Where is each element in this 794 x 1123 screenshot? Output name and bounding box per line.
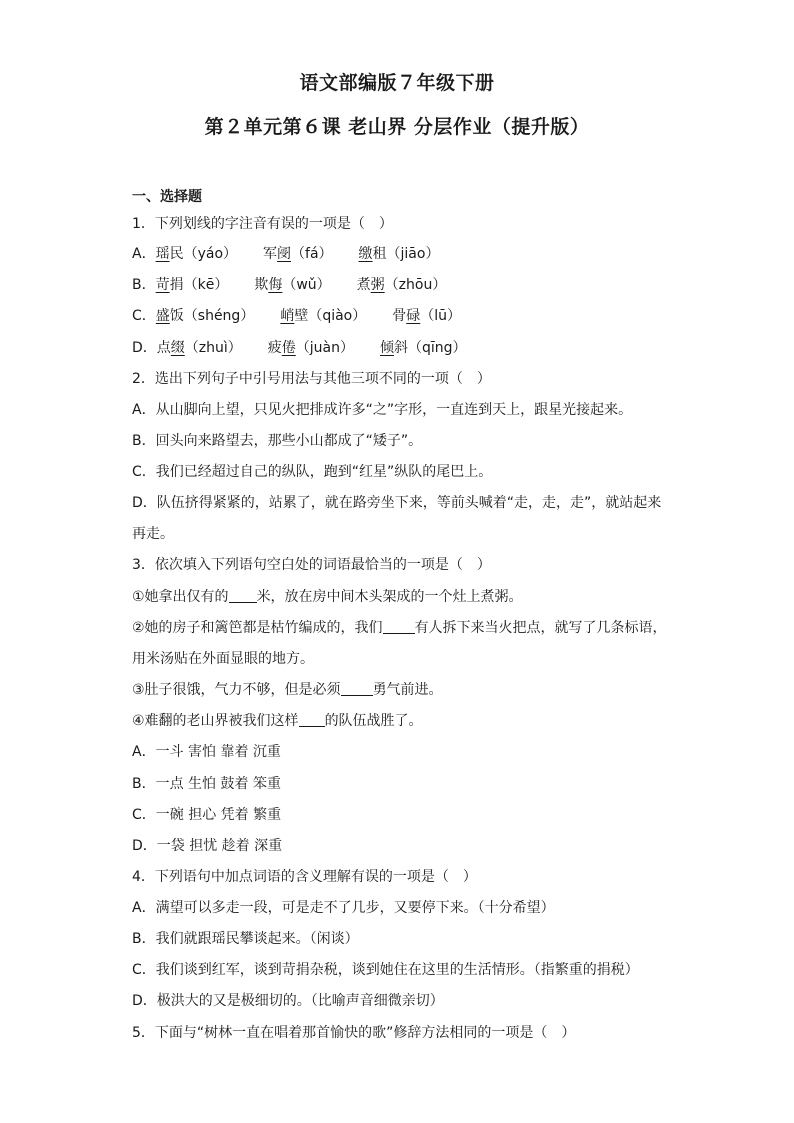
question-2-stem: 2．选出下列句子中引号用法与其他三项不同的一项（ ） (132, 371, 491, 387)
question-3-option-d: D．一袋 担忧 趁着 深重 (132, 838, 283, 854)
option-item: B．苛捐（kē） (132, 277, 229, 293)
option-item: 峭壁（qiào） (280, 308, 367, 324)
option-item: 倾斜（qīng） (379, 340, 467, 356)
question-2-option-b: B．回头向来路望去，那些小山都成了“矮子”。 (132, 433, 423, 449)
question-3-sentence-3: ③肚子很饿，气力不够，但是必须 勇气前进。 (132, 682, 443, 698)
option-item: 缴租（jiāo） (358, 246, 440, 262)
question-4-option-a: A．满望可以多走一段，可是走不了几步，又要停下来。（十分希望） (132, 900, 555, 916)
question-1-option-c (132, 306, 487, 326)
question-1-stem: 1．下列划线的字注音有误的一项是（ ） (132, 216, 393, 232)
fill-blank (229, 588, 257, 603)
question-2-option-a: A．从山脚向上望，只见火把排成许多“之”字形，一直连到天上，跟星光接起来。 (132, 402, 633, 418)
question-3-sentence-2: ②她的房子和篱笆都是枯竹编成的，我们 有人拆下来当火把点，就写了几条标语， (132, 620, 667, 636)
question-3-sentence-2-cont: 用米汤贴在外面显眼的地方。 (132, 651, 314, 667)
question-4-option-c: C．我们谈到红军，谈到苛捐杂税，谈到她住在这里的生活情形。（指繁重的捐税） (132, 962, 639, 978)
question-4-option-d: D．极洪大的又是极细切的。（比喻声音细微亲切） (132, 993, 444, 1009)
option-item: 疲倦（juàn） (267, 340, 354, 356)
document-subtitle: 第２单元第６课 老山界 分层作业（提升版） (204, 116, 590, 138)
question-4-option-b: B．我们就跟瑶民攀谈起来。（闲谈） (132, 931, 359, 947)
question-3-option-b: B．一点 生怕 鼓着 笨重 (132, 776, 281, 792)
option-item: D．点缀（zhuì） (132, 340, 242, 356)
question-1-option-b (132, 275, 472, 295)
question-1-option-a (132, 244, 465, 264)
question-2-option-d-cont: 再走。 (132, 526, 174, 542)
option-item: A．瑶民（yáo） (132, 246, 238, 262)
question-2-option-d: D．队伍挤得紧紧的，站累了，就在路旁坐下来，等前头喊着“走，走，走”，就站起来 (132, 495, 662, 511)
question-1-option-d (132, 338, 493, 358)
option-item: 骨碌（lū） (392, 308, 462, 324)
fill-blank (341, 681, 373, 696)
fill-blank (299, 712, 325, 727)
question-3-option-c: C．一碗 担心 凭着 繁重 (132, 807, 282, 823)
question-3-sentence-1: ①她拿出仅有的 米，放在房中间木头架成的一个灶上煮粥。 (132, 589, 523, 605)
option-item: 煮粥（zhōu） (356, 277, 447, 293)
option-item: 欺侮（wǔ） (254, 277, 331, 293)
option-item: C．盛饭（shéng） (132, 308, 255, 324)
section-heading: 一、选择题 (132, 189, 202, 205)
question-5-stem: 5．下面与“树林一直在唱着那首愉快的歌”修辞方法相同的一项是（ ） (132, 1025, 576, 1041)
option-item: 军阌（fá） (263, 246, 333, 262)
question-3-option-a: A．一斗 害怕 靠着 沉重 (132, 744, 281, 760)
question-3-sentence-4: ④难翻的老山界被我们这样 的队伍战胜了。 (132, 713, 423, 729)
document-title: 语文部编版７年级下册 (299, 72, 495, 94)
question-2-option-c: C．我们已经超过自己的纵队，跑到“红星”纵队的尾巴上。 (132, 464, 493, 480)
question-4-stem: 4．下列语句中加点词语的含义理解有误的一项是（ ） (132, 869, 477, 885)
question-3-stem: 3．依次填入下列语句空白处的词语最恰当的一项是（ ） (132, 557, 491, 573)
fill-blank (383, 619, 415, 634)
